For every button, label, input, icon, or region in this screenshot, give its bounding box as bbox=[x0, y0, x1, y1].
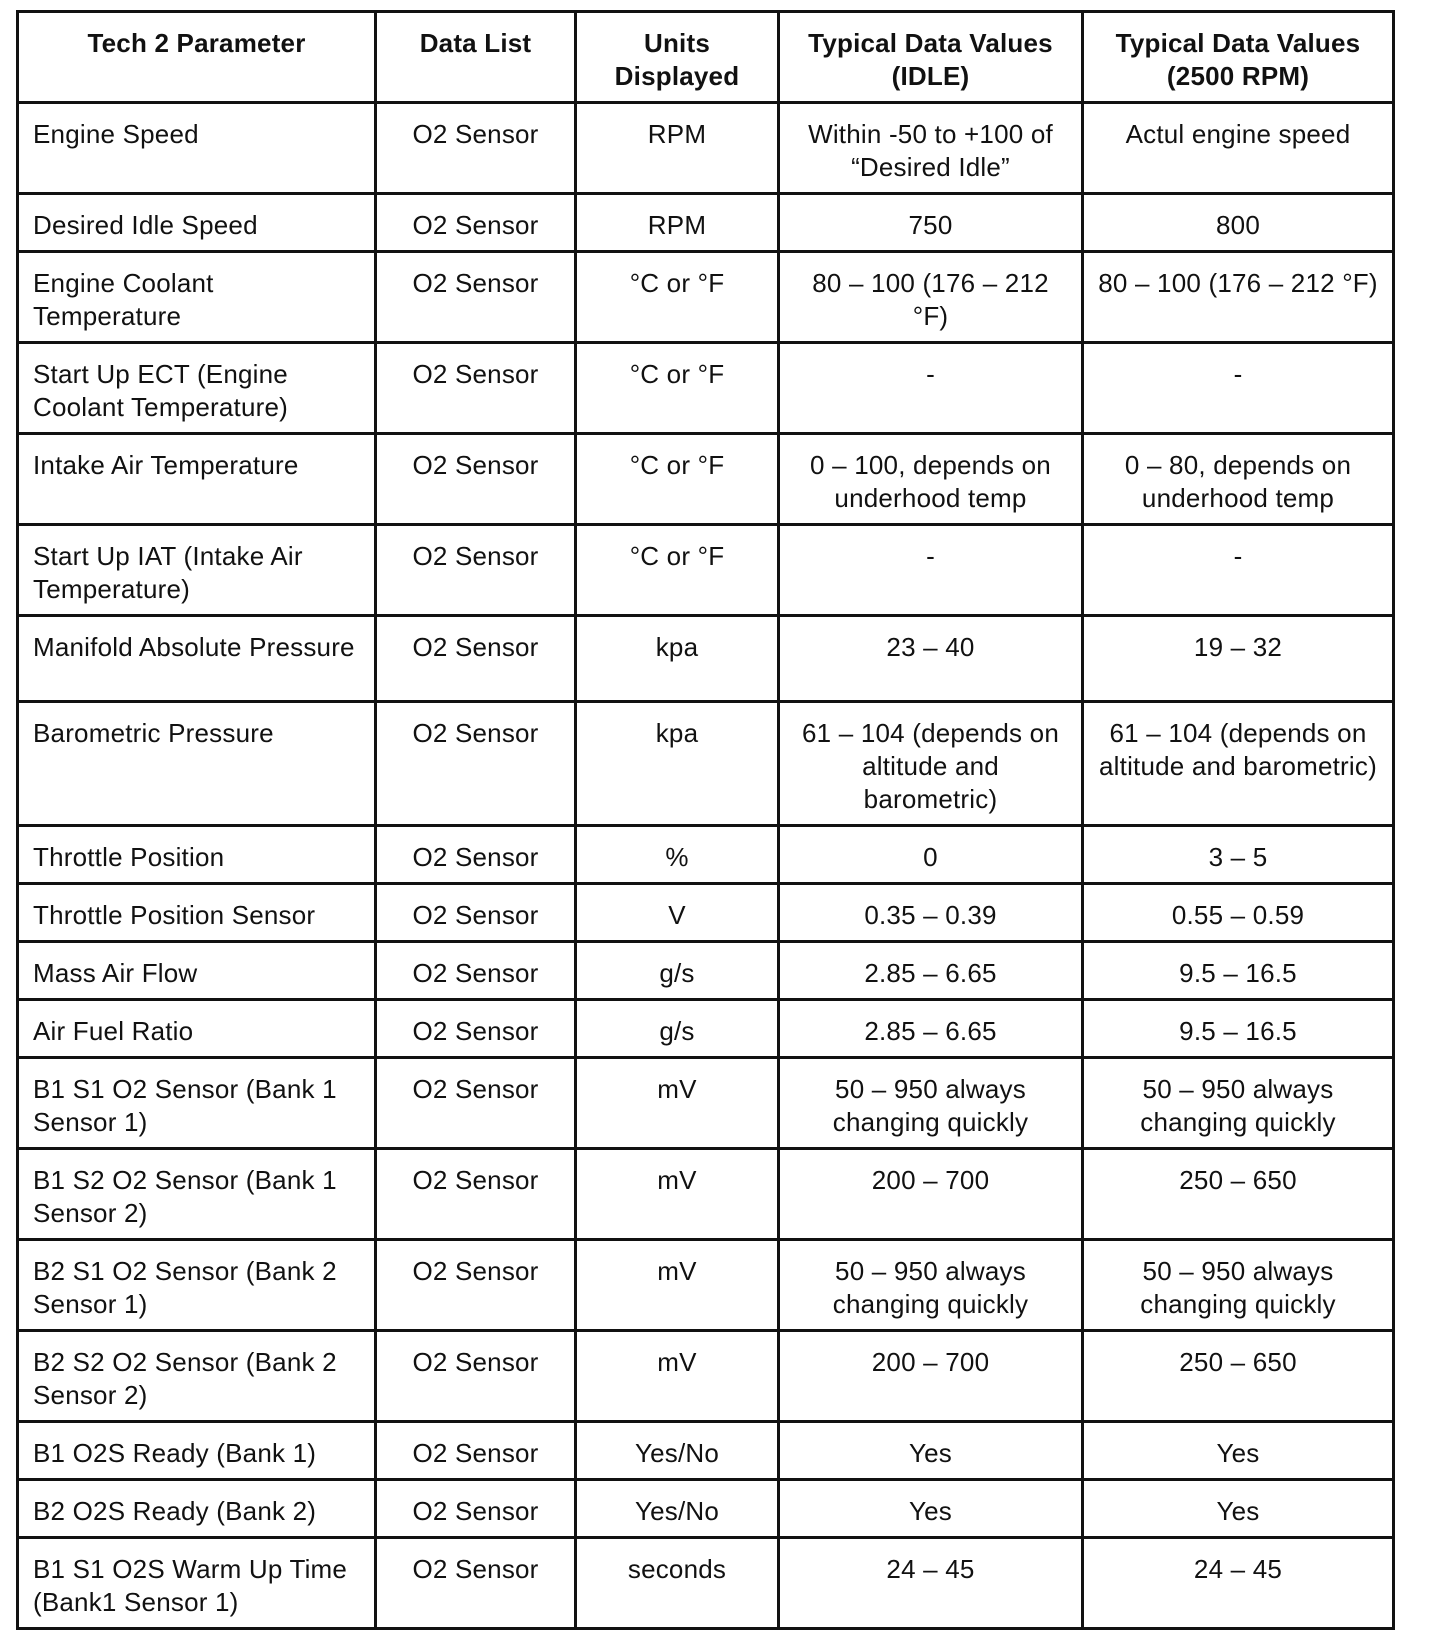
cell-data-list: O2 Sensor bbox=[376, 1149, 576, 1240]
cell-units: mV bbox=[576, 1058, 779, 1149]
cell-2500rpm-value: Yes bbox=[1083, 1422, 1394, 1480]
header-data-list-label: Data List bbox=[419, 28, 532, 58]
cell-parameter: Engine Coolant Temperature bbox=[18, 252, 376, 343]
cell-parameter: B1 S1 O2S Warm Up Time (Bank1 Sensor 1) bbox=[18, 1538, 376, 1629]
cell-idle-value: 0 bbox=[779, 826, 1083, 884]
cell-2500rpm-value: 3 – 5 bbox=[1083, 826, 1394, 884]
cell-data-list: O2 Sensor bbox=[376, 884, 576, 942]
cell-2500rpm-value: Yes bbox=[1083, 1480, 1394, 1538]
table-row bbox=[18, 1480, 1394, 1538]
cell-parameter: Intake Air Temperature bbox=[18, 434, 376, 525]
cell-parameter: Air Fuel Ratio bbox=[18, 1000, 376, 1058]
header-2500rpm bbox=[1083, 12, 1394, 103]
cell-data-list: O2 Sensor bbox=[376, 343, 576, 434]
table-body bbox=[18, 103, 1394, 1629]
cell-2500rpm-value: 250 – 650 bbox=[1083, 1331, 1394, 1422]
cell-data-list: O2 Sensor bbox=[376, 103, 576, 194]
cell-2500rpm-value: 61 – 104 (depends on altitude and barometric) bbox=[1083, 702, 1394, 826]
cell-idle-value: Yes bbox=[779, 1422, 1083, 1480]
header-idle-line1: Typical Data Values bbox=[808, 28, 1053, 58]
cell-units: g/s bbox=[576, 1000, 779, 1058]
cell-2500rpm-value: - bbox=[1083, 343, 1394, 434]
cell-idle-value: Within -50 to +100 of “Desired Idle” bbox=[779, 103, 1083, 194]
cell-parameter: Throttle Position bbox=[18, 826, 376, 884]
cell-idle-value: 50 – 950 always changing quickly bbox=[779, 1058, 1083, 1149]
cell-idle-value: - bbox=[779, 525, 1083, 616]
cell-idle-value: Yes bbox=[779, 1480, 1083, 1538]
cell-data-list: O2 Sensor bbox=[376, 252, 576, 343]
cell-units: RPM bbox=[576, 103, 779, 194]
cell-data-list: O2 Sensor bbox=[376, 1480, 576, 1538]
header-data-list bbox=[376, 12, 576, 103]
cell-parameter: Desired Idle Speed bbox=[18, 194, 376, 252]
cell-units: °C or °F bbox=[576, 434, 779, 525]
header-units-line2: Displayed bbox=[614, 61, 740, 91]
cell-units: % bbox=[576, 826, 779, 884]
table-row bbox=[18, 103, 1394, 194]
table-row bbox=[18, 434, 1394, 525]
cell-2500rpm-value: 50 – 950 always changing quickly bbox=[1083, 1240, 1394, 1331]
header-2500rpm-line1: Typical Data Values bbox=[1115, 28, 1361, 58]
cell-data-list: O2 Sensor bbox=[376, 1000, 576, 1058]
cell-data-list: O2 Sensor bbox=[376, 525, 576, 616]
cell-units: kpa bbox=[576, 702, 779, 826]
cell-units: RPM bbox=[576, 194, 779, 252]
cell-2500rpm-value: 19 – 32 bbox=[1083, 616, 1394, 702]
cell-idle-value: 80 – 100 (176 – 212 °F) bbox=[779, 252, 1083, 343]
table-row bbox=[18, 343, 1394, 434]
cell-data-list: O2 Sensor bbox=[376, 702, 576, 826]
header-2500rpm-line2: (2500 RPM) bbox=[1166, 61, 1310, 91]
cell-2500rpm-value: - bbox=[1083, 525, 1394, 616]
header-idle-line2: (IDLE) bbox=[891, 61, 970, 91]
cell-idle-value: 23 – 40 bbox=[779, 616, 1083, 702]
cell-2500rpm-value: 9.5 – 16.5 bbox=[1083, 1000, 1394, 1058]
header-row bbox=[18, 12, 1394, 103]
cell-idle-value: - bbox=[779, 343, 1083, 434]
cell-units: mV bbox=[576, 1149, 779, 1240]
tech2-data-table bbox=[16, 10, 1395, 1630]
cell-idle-value: 24 – 45 bbox=[779, 1538, 1083, 1629]
cell-2500rpm-value: Actul engine speed bbox=[1083, 103, 1394, 194]
table-row bbox=[18, 1331, 1394, 1422]
cell-parameter: Barometric Pressure bbox=[18, 702, 376, 826]
cell-idle-value: 750 bbox=[779, 194, 1083, 252]
cell-data-list: O2 Sensor bbox=[376, 942, 576, 1000]
cell-2500rpm-value: 250 – 650 bbox=[1083, 1149, 1394, 1240]
header-units bbox=[576, 12, 779, 103]
cell-idle-value: 0.35 – 0.39 bbox=[779, 884, 1083, 942]
cell-parameter: B2 S2 O2 Sensor (Bank 2 Sensor 2) bbox=[18, 1331, 376, 1422]
table-row bbox=[18, 1149, 1394, 1240]
cell-parameter: Manifold Absolute Pressure bbox=[18, 616, 376, 702]
cell-idle-value: 2.85 – 6.65 bbox=[779, 1000, 1083, 1058]
cell-parameter: B2 S1 O2 Sensor (Bank 2 Sensor 1) bbox=[18, 1240, 376, 1331]
cell-parameter: B2 O2S Ready (Bank 2) bbox=[18, 1480, 376, 1538]
cell-units: Yes/No bbox=[576, 1480, 779, 1538]
table-row bbox=[18, 702, 1394, 826]
cell-2500rpm-value: 0.55 – 0.59 bbox=[1083, 884, 1394, 942]
cell-2500rpm-value: 800 bbox=[1083, 194, 1394, 252]
cell-2500rpm-value: 0 – 80, depends on underhood temp bbox=[1083, 434, 1394, 525]
cell-parameter: Start Up IAT (Intake Air Temperature) bbox=[18, 525, 376, 616]
cell-units: °C or °F bbox=[576, 525, 779, 616]
document-page bbox=[16, 10, 1392, 1630]
header-units-line1: Units bbox=[644, 28, 710, 58]
table-row bbox=[18, 616, 1394, 702]
cell-2500rpm-value: 9.5 – 16.5 bbox=[1083, 942, 1394, 1000]
table-row bbox=[18, 194, 1394, 252]
header-parameter-label: Tech 2 Parameter bbox=[87, 28, 306, 58]
cell-idle-value: 50 – 950 always changing quickly bbox=[779, 1240, 1083, 1331]
header-parameter bbox=[18, 12, 376, 103]
cell-data-list: O2 Sensor bbox=[376, 1058, 576, 1149]
cell-units: V bbox=[576, 884, 779, 942]
cell-idle-value: 200 – 700 bbox=[779, 1149, 1083, 1240]
table-row bbox=[18, 1422, 1394, 1480]
cell-idle-value: 61 – 104 (depends on altitude and barometric) bbox=[779, 702, 1083, 826]
cell-data-list: O2 Sensor bbox=[376, 1240, 576, 1331]
table-row bbox=[18, 1240, 1394, 1331]
cell-units: g/s bbox=[576, 942, 779, 1000]
cell-parameter: B1 O2S Ready (Bank 1) bbox=[18, 1422, 376, 1480]
cell-parameter: Start Up ECT (Engine Coolant Temperature) bbox=[18, 343, 376, 434]
cell-data-list: O2 Sensor bbox=[376, 1422, 576, 1480]
table-row bbox=[18, 942, 1394, 1000]
table-row bbox=[18, 1058, 1394, 1149]
header-idle bbox=[779, 12, 1083, 103]
cell-2500rpm-value: 24 – 45 bbox=[1083, 1538, 1394, 1629]
cell-data-list: O2 Sensor bbox=[376, 1538, 576, 1629]
cell-2500rpm-value: 50 – 950 always changing quickly bbox=[1083, 1058, 1394, 1149]
table-row bbox=[18, 1000, 1394, 1058]
cell-parameter: Engine Speed bbox=[18, 103, 376, 194]
table-row bbox=[18, 252, 1394, 343]
cell-idle-value: 2.85 – 6.65 bbox=[779, 942, 1083, 1000]
cell-units: kpa bbox=[576, 616, 779, 702]
cell-parameter: Mass Air Flow bbox=[18, 942, 376, 1000]
cell-2500rpm-value: 80 – 100 (176 – 212 °F) bbox=[1083, 252, 1394, 343]
cell-parameter: Throttle Position Sensor bbox=[18, 884, 376, 942]
cell-idle-value: 0 – 100, depends on underhood temp bbox=[779, 434, 1083, 525]
cell-parameter: B1 S2 O2 Sensor (Bank 1 Sensor 2) bbox=[18, 1149, 376, 1240]
cell-units: seconds bbox=[576, 1538, 779, 1629]
cell-units: °C or °F bbox=[576, 252, 779, 343]
cell-parameter: B1 S1 O2 Sensor (Bank 1 Sensor 1) bbox=[18, 1058, 376, 1149]
table-row bbox=[18, 884, 1394, 942]
table-header bbox=[18, 12, 1394, 103]
cell-data-list: O2 Sensor bbox=[376, 826, 576, 884]
cell-idle-value: 200 – 700 bbox=[779, 1331, 1083, 1422]
cell-data-list: O2 Sensor bbox=[376, 434, 576, 525]
cell-units: mV bbox=[576, 1240, 779, 1331]
cell-units: Yes/No bbox=[576, 1422, 779, 1480]
cell-data-list: O2 Sensor bbox=[376, 1331, 576, 1422]
cell-units: °C or °F bbox=[576, 343, 779, 434]
table-row bbox=[18, 525, 1394, 616]
cell-data-list: O2 Sensor bbox=[376, 616, 576, 702]
table-row bbox=[18, 826, 1394, 884]
cell-units: mV bbox=[576, 1331, 779, 1422]
cell-data-list: O2 Sensor bbox=[376, 194, 576, 252]
table-row bbox=[18, 1538, 1394, 1629]
